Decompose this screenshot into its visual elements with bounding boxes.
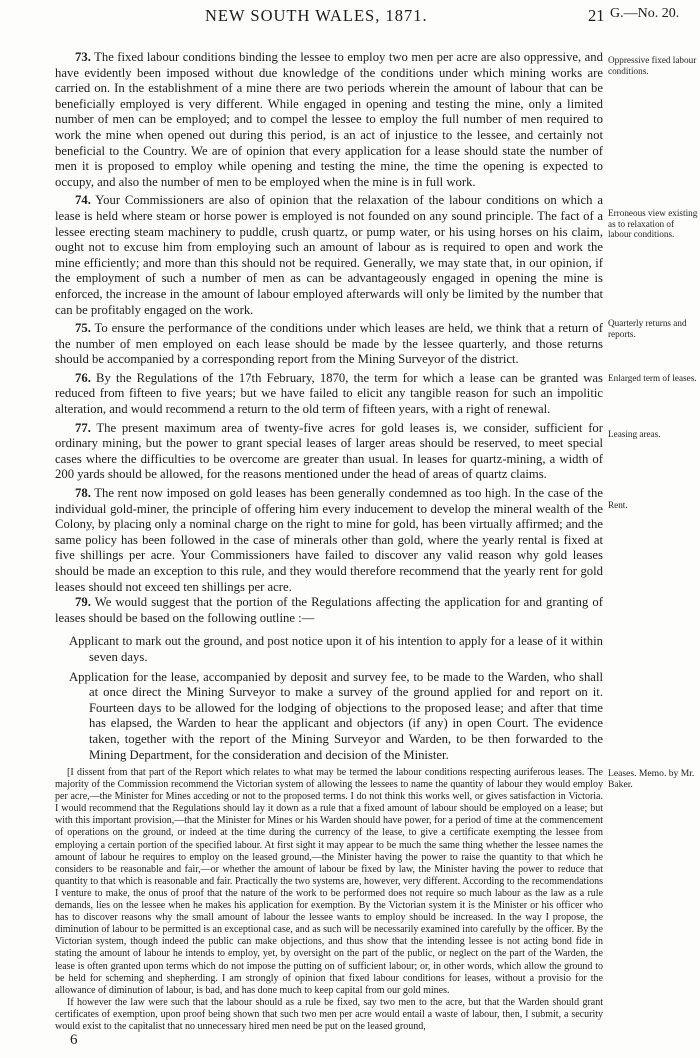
outline-item: Application for the lease, accompanied by deposit and survey fee, to be made to the Warden, who shall at once direct the Mining Surveyor to make a survey of the ground applied for and report on it. Fourteen days to be allowed for the lodging of objections to the proposed lease; and after that time has elapsed, the Warden to hear the applicant and objectors (if any) in open Court. The evidence taken, together with the report of the Mining Surveyor and Warden, to be then forwarded to the Mining Department, for the consideration and decision of the Minister. <box>69 669 603 762</box>
paragraph-79: 79. We would suggest that the portion of the Regulations affecting the application for and granting of leases should be based on the following outline :— <box>55 595 603 625</box>
paragraph-73: 73. The fixed labour conditions binding the lessee to employ two men per acre are also oppressive, and have evidently been imposed without due knowledge of the conditions under which mining works are carried on. In the establishment of a mine there are two periods wherein the amount of labour that can be beneficially employed is very different. While engaged in opening and testing the mine, only a limited number of men can be employed; and to compel the lessee to employ the full number of men required to work the mine when opened out during this period, is an act of injustice to the lessee, and certainly not beneficial to the Country. We are of opinion that every application for a lease should state the number of men it is proposed to employ while opening and testing the mine, the time the opening is expected to occupy, and also the number of men to be employed when the mine is in full work. <box>55 50 603 189</box>
dissent-memo <box>55 767 603 1033</box>
paragraph-77: 77. The present maximum area of twenty-five acres for gold leases is, we consider, sufficient for ordinary mining, but the power to grant special leases of larger areas should be reserved, to meet special cases where the difficulties to be overcome are greater than usual. In leases for quartz-mining, a width of 200 yards should be allowed, for the reasons mentioned under the head of areas of quartz claims. <box>55 420 603 482</box>
paragraph-74: 74. Your Commissioners are also of opinion that the relaxation of the labour conditions on which a lease is held where steam or horse power is employed is not founded on any sound principle. The fact of a lessee erecting steam machinery to puddle, crush quartz, or pump water, or his using horses on his claim, ought not to excuse him from employing such an amount of labour as is required to open and work the mine efficiently; and more than this should not be required. Generally, we may state that, in our opinion, if the employment of such a number of men as can be advantageously engaged in opening the mine is enforced, the increase in the amount of labour employed afterwards will only be limited by the number that can be profitably engaged on the work. <box>55 193 604 317</box>
page-header <box>0 6 700 36</box>
margin-note-rent: Rent. <box>608 500 628 510</box>
margin-note-memo: Leases. Memo. by Mr. Baker. <box>608 768 695 790</box>
lease-application-outline <box>55 634 603 763</box>
paragraph-78: 78. The rent now imposed on gold leases has been generally condemned as too high. In the case of the individual gold-miner, the principle of offering him every inducement to develop the mineral wealth of the Colony, by placing only a nominal charge on the right to mine for gold, has been virtually affirmed; and the same policy has been followed in the case of minerals other than gold, where the yearly rental is fixed at five shillings per acre. Your Commissioners have failed to discover any valid reason why gold leases should be made an exception to this rule, and they would therefore recommend that the yearly rent for gold leases should not exceed ten shillings per acre. <box>55 486 603 594</box>
margin-note-term: Enlarged term of leases. <box>608 373 697 383</box>
document-reference: G.—No. 20. <box>610 6 680 21</box>
running-title: NEW SOUTH WALES, 1871. <box>205 6 428 25</box>
margin-note-returns: Quarterly returns and reports. <box>608 318 687 339</box>
margin-note-areas: Leasing areas. <box>608 429 661 439</box>
memo-paragraph: [I dissent from that part of the Report which relates to what may be termed the labour conditions respecting auriferous leases. The majority of the Commission recommend the Victorian system of allowing the lessees to name the quantity of labour they would employ per acre,—the Minister for Mines acceding or not to the proposed terms. I do not think this works well, or gives satisfaction in Victoria. I would recommend that the Regulations should lay it down as a rule that a fixed amount of labour should be employed on a lease; but with this important provision,—that the Minister for Mines or his Warden should have power, for a period of time at the commencement of operations on the ground, or indeed at the time during the currency of the lease, to give a certificate exempting the lessee from employing a certain portion of the specified labour. At first sight it may appear to be much the same thing whether the lessee names the amount of labour he requires to employ on the leased ground,—the Minister having the power to raise the quantity to that which he considers to be reasonable and fair,—or whether the amount of labour be fixed by law, the Minister having the power to reduce that quantity to that which is reasonable and fair. Practically the two systems are, however, very different. According to the recommendations I venture to make, the onus of proof that the nature of the work to be performed does not require so much labour as the law as a rule demands, lies on the lessee when he makes his application for exemption. By the Victorian system it is the Minister or his officer who has to discover reasons why the small amount of labour the lessee wants to employ should be increased. In the way I propose, the diminution of labour to be permitted is an exceptional case, and as such will be necessarily examined into carefully by the officer. By the Victorian system, though indeed the public can make objections, and thus show that the intending lessee is not acting bond fide in stating the amount of labour he intends to employ, yet, by oversight on the part of the public, or neglect on the part of the Warden, the lease is often granted upon terms which do not impose the putting on of sufficient labour; or, in other words, which allow the ground to be held for scheming and shepherding. I am strongly of opinion that fixed labour conditions for leases, without a provisio for the allowance of diminution of labour, is bad, and has done much to keep capital from our gold mines. <box>55 767 603 996</box>
report-body <box>55 50 603 767</box>
paragraph-75: 75. To ensure the performance of the conditions under which leases are held, we think that a return of the number of men employed on each lease should be made by the lessee quarterly, and those returns should be accompanied by a corresponding report from the Mining Surveyor of the district. <box>55 321 603 367</box>
page-number-top: 21 <box>588 6 605 25</box>
paragraph-76: 76. By the Regulations of the 17th February, 1870, the term for which a lease can be granted was reduced from fifteen to five years; but we have failed to elicit any tangible reason for such an impolitic alteration, and would recommend a return to the old term of fifteen years, with a right of renewal. <box>55 370 603 417</box>
margin-note-relaxation: Erroneous view existing as to relaxation of labour conditions. <box>608 208 698 239</box>
outline-item: Applicant to mark out the ground, and post notice upon it of his intention to apply for a lease of it within seven days. <box>69 634 603 664</box>
page-number-bottom: 6 <box>70 1032 78 1048</box>
margin-note-labour: Oppressive fixed labour conditions. <box>608 55 697 76</box>
memo-paragraph: If however the law were such that the labour should as a rule be fixed, say two men to the acre, but that the Warden should grant certificates of exemption, upon proof being shown that such two men per acre would entail a waste of labour, then, I submit, a security would exist to the capitalist that no unnecessary hired men need be put on the leased ground, <box>55 996 603 1032</box>
